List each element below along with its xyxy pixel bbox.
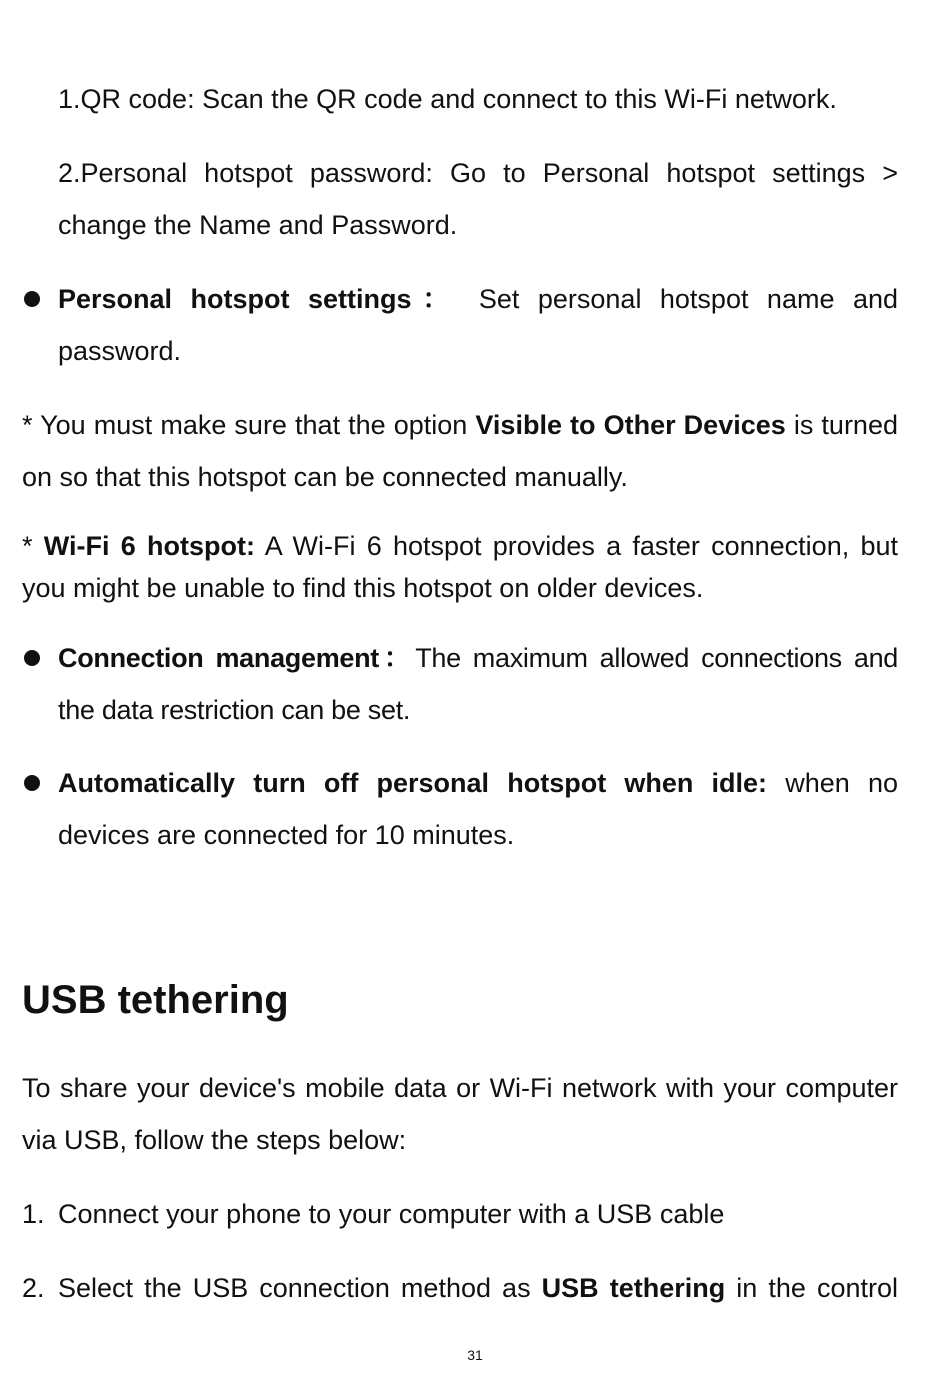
password-item-line1: 2.Personal hotspot password: Go to Personal hotspot settings > [58,158,898,188]
step-number: 1. [22,1199,45,1229]
auto-off-item [58,757,898,861]
wifi6-note-prefix: * [22,531,44,561]
hotspot-settings-item [58,273,898,377]
usb-step-2-suffix: in the control [725,1273,898,1303]
usb-step-1: Connect your phone to your computer with a USB cable [58,1199,725,1229]
hotspot-settings-title: Personal hotspot settings： [58,284,461,314]
bullet-icon [24,775,40,791]
bullet-icon [24,291,40,307]
usb-intro: To share your device's mobile data or Wi-Fi network with your computer via USB, follow the steps below: [22,1073,898,1155]
visible-note-prefix: * You must make sure that the option [22,410,476,440]
usb-step-2-prefix: Select the USB connection method as [58,1273,542,1303]
connection-management-title: Connection management： [58,643,416,673]
usb-step-2 [58,1262,898,1314]
wifi6-note [22,525,898,609]
visible-note-option: Visible to Other Devices [475,410,786,440]
page-number: 31 [467,1347,483,1363]
connection-management-text: The maximum allowed connections and the data restriction can be set. [58,643,898,725]
wifi6-note-title: Wi-Fi 6 hotspot: [43,531,255,561]
hotspot-settings-text: Set personal hotspot name and password. [58,284,898,366]
auto-off-text: when no devices are connected for 10 minutes. [58,768,898,850]
password-item-line2: change the Name and Password. [58,210,458,240]
usb-step-2-bold: USB tethering [541,1273,726,1303]
connection-management-item [58,632,898,736]
usb-tethering-heading: USB tethering [22,978,289,1022]
step-number: 2. [22,1273,45,1303]
auto-off-title: Automatically turn off personal hotspot when idle: [58,768,768,798]
bullet-icon [24,650,40,666]
qr-code-item: 1.QR code: Scan the QR code and connect to this Wi-Fi network. [58,84,837,114]
visible-devices-note [22,399,898,503]
wifi6-note-text: A Wi-Fi 6 hotspot provides a faster connection, but you might be unable to find this hotspot on older devices. [22,531,898,603]
visible-note-suffix: is turned on so that this hotspot can be connected manually. [22,410,898,492]
